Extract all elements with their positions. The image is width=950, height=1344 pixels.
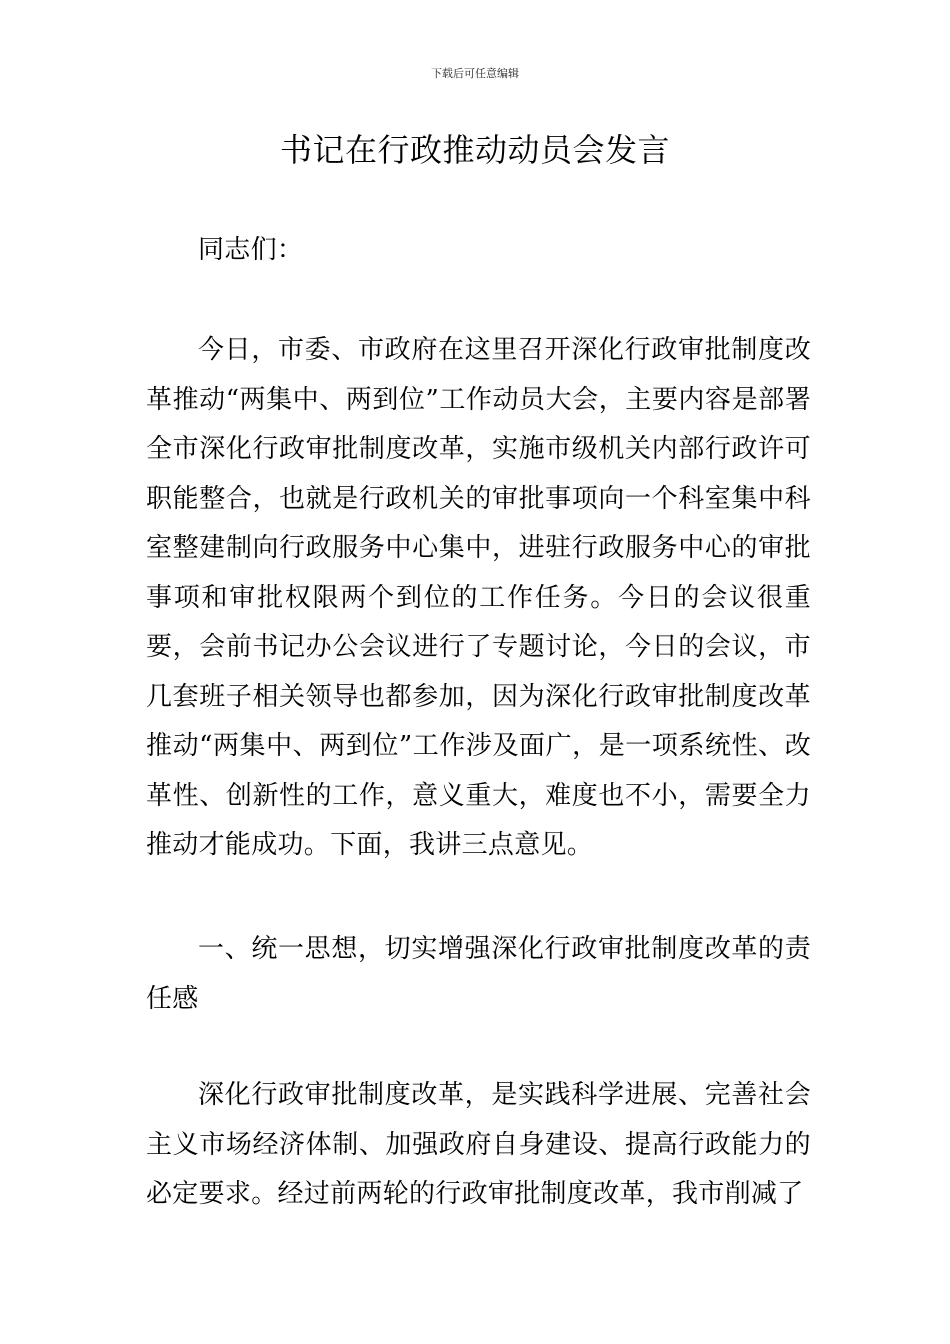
paragraph-1: 今日，市委、市政府在这里召开深化行政审批制度改革推动“两集中、两到位”工作动员大会，主要内容是部署全市深化行政审批制度改革，实施市级机关内部行政许可职能整合，也就是行政机关的审批事项向一个科室集中科室整建制向行政服务中心集中，进驻行政服务中心的审批事项和审批权限两个到位的工作任务。今日的会议很重要，会前书记办公会议进行了专题讨论，今日的会议，市几套班子相关领导也都参加，因为深化行政审批制度改革推动“两集中、两到位”工作涉及面广，是一项系统性、改革性、创新性的工作，意义重大，难度也不小，需要全力推动才能成功。下面，我讲三点意见。 bbox=[146, 335, 811, 860]
salutation: 同志们： bbox=[198, 235, 304, 265]
section-heading-1: 一、统一思想，切实增强深化行政审批制度改革的责任感 bbox=[146, 934, 811, 1014]
document-title: 书记在行政推动动员会发言 bbox=[279, 131, 670, 169]
paragraph-2: 深化行政审批制度改革，是实践科学进展、完善社会主义市场经济体制、加强政府自身建设、提高行政能力的必定要求。经过前两轮的行政审批制度改革，我市削减了 bbox=[146, 1080, 811, 1209]
header-note: 下载后可任意编辑 bbox=[431, 67, 519, 80]
